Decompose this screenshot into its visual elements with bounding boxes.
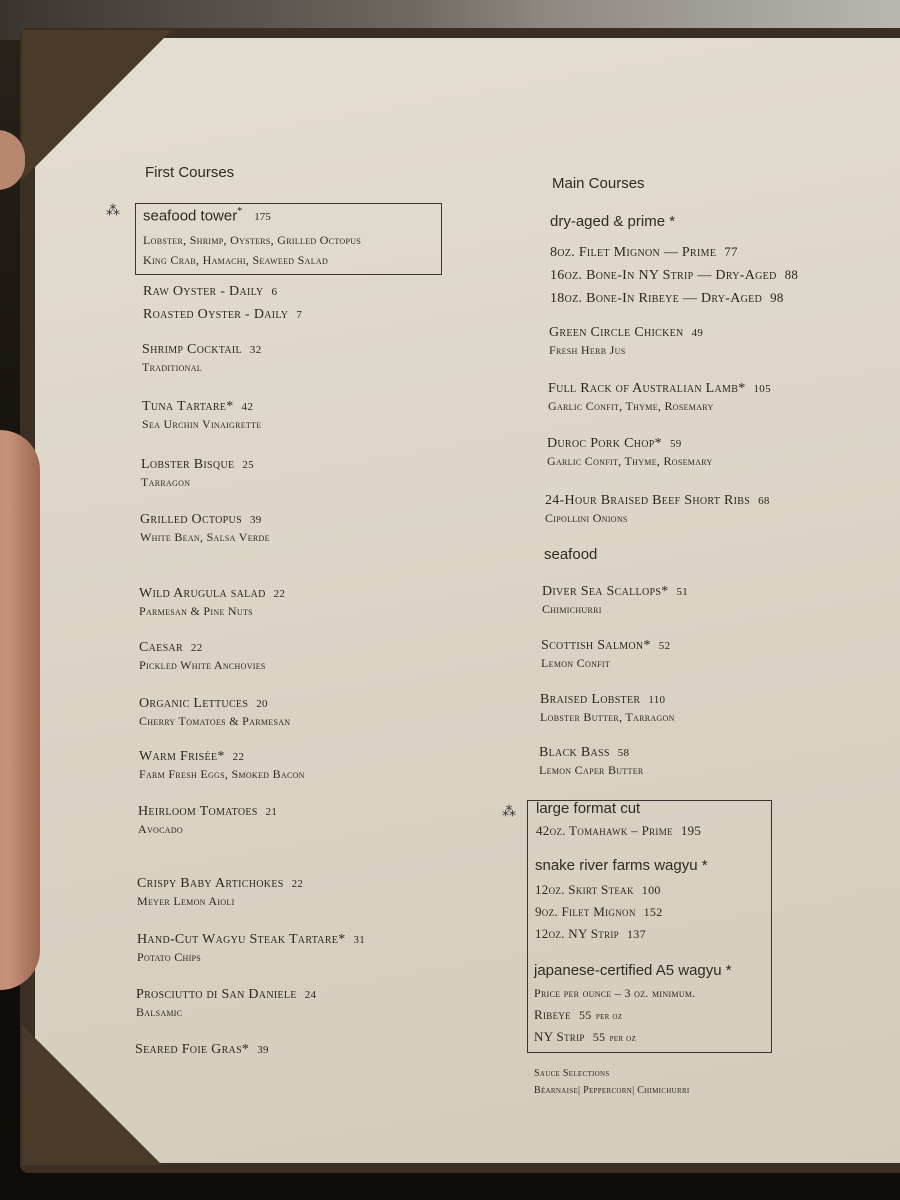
item-name: Full Rack of Australian Lamb* xyxy=(548,381,746,396)
item-name: Braised Lobster xyxy=(540,692,641,707)
item-name: Grilled Octopus xyxy=(140,512,242,527)
prime-row xyxy=(550,289,784,307)
menu-item xyxy=(139,584,285,619)
item-desc: Lobster Butter, Tarragon xyxy=(540,710,675,724)
item-name: Roasted Oyster - Daily xyxy=(143,307,289,322)
item-price: 22 xyxy=(232,751,245,763)
sauce-list: Béarnaise| Peppercorn| Chimichurri xyxy=(534,1085,690,1096)
raw-oyster-row xyxy=(143,282,277,300)
item-desc: Pickled White Anchovies xyxy=(139,658,266,672)
item-name: Duroc Pork Chop* xyxy=(547,436,662,451)
item-desc: Farm Fresh Eggs, Smoked Bacon xyxy=(139,767,305,781)
item-desc: Traditional xyxy=(142,360,202,374)
item-unit: per oz xyxy=(595,1011,623,1022)
item-desc: Parmesan & Pine Nuts xyxy=(139,604,253,618)
menu-item xyxy=(138,802,277,837)
prime-row xyxy=(550,243,738,261)
item-name: Hand-Cut Wagyu Steak Tartare* xyxy=(137,932,346,947)
item-name: 12oz. NY Strip xyxy=(535,926,619,941)
item-price: 88 xyxy=(784,267,799,282)
item-price: 21 xyxy=(265,806,278,818)
item-price: 22 xyxy=(273,588,286,600)
sauce-heading: Sauce Selections xyxy=(534,1068,610,1079)
menu-item xyxy=(540,690,675,725)
a5-row xyxy=(534,1006,622,1024)
item-name: Seared Foie Gras* xyxy=(135,1042,250,1057)
wagyu-row xyxy=(535,881,661,899)
menu-item xyxy=(142,397,262,432)
menu-item xyxy=(139,638,266,673)
item-desc: Tarragon xyxy=(141,475,191,489)
item-price: 137 xyxy=(626,927,646,941)
wagyu-row xyxy=(535,925,646,943)
thumb xyxy=(0,430,40,990)
item-price: 195 xyxy=(680,823,702,838)
prime-heading: dry-aged & prime * xyxy=(550,213,676,230)
item-price: 110 xyxy=(648,694,666,706)
tomahawk-row xyxy=(536,822,701,840)
menu-item xyxy=(549,323,703,358)
item-name: Tuna Tartare* xyxy=(142,399,234,414)
item-name: Organic Lettuces xyxy=(139,696,249,711)
item-desc: Lemon Confit xyxy=(541,656,611,670)
item-price: 20 xyxy=(256,698,268,710)
main-courses-heading: Main Courses xyxy=(552,175,645,192)
menu-item xyxy=(545,491,770,526)
item-desc: Meyer Lemon Aioli xyxy=(137,894,235,908)
item-name: NY Strip xyxy=(534,1029,585,1044)
item-name: 24-Hour Braised Beef Short Ribs xyxy=(545,493,751,508)
item-name: 8oz. Filet Mignon — Prime xyxy=(550,245,717,260)
sparkle-icon: ⁂ xyxy=(106,203,120,219)
item-name: Crispy Baby Artichokes xyxy=(137,876,284,891)
item-name: Wild Arugula salad xyxy=(139,586,266,601)
item-desc: Potato Chips xyxy=(137,950,202,964)
item-name: Shrimp Cocktail xyxy=(142,342,242,357)
item-price: 52 xyxy=(658,640,671,652)
seafood-tower-star: * xyxy=(237,206,243,217)
item-price: 24 xyxy=(304,989,317,1001)
menu-item xyxy=(140,510,270,545)
item-name: 12oz. Skirt Steak xyxy=(535,882,634,897)
menu-item xyxy=(141,455,254,490)
prime-row xyxy=(550,266,798,284)
item-price: 25 xyxy=(242,459,254,471)
roasted-oyster-row xyxy=(143,305,302,323)
item-name: Lobster Bisque xyxy=(141,457,235,472)
menu-item xyxy=(137,930,365,965)
item-price: 152 xyxy=(643,905,663,919)
seafood-tower-desc-2: King Crab, Hamachi, Seaweed Salad xyxy=(143,253,329,267)
item-price: 22 xyxy=(190,642,203,654)
item-name: Warm Frisée* xyxy=(139,749,225,764)
menu-item xyxy=(137,874,303,909)
seafood-tower-name: seafood tower xyxy=(143,207,238,225)
item-price: 100 xyxy=(641,883,661,897)
item-name: Diver Sea Scallops* xyxy=(542,584,669,599)
item-price: 77 xyxy=(724,244,738,259)
item-price: 42 xyxy=(241,401,254,413)
item-price: 32 xyxy=(249,344,262,356)
item-price: 51 xyxy=(676,586,689,598)
item-price: 39 xyxy=(249,514,262,526)
menu-item xyxy=(548,379,771,414)
menu-item xyxy=(142,340,262,375)
item-name: 18oz. Bone-In Ribeye — Dry-Aged xyxy=(550,291,763,306)
item-desc: Garlic Confit, Thyme, Rosemary xyxy=(547,454,713,468)
seafood-tower-desc-1: Lobster, Shrimp, Oysters, Grilled Octopus xyxy=(143,233,362,247)
item-desc: Cherry Tomatoes & Parmesan xyxy=(139,714,291,728)
item-desc: Balsamic xyxy=(136,1005,183,1019)
item-name: Caesar xyxy=(139,640,183,655)
item-name: Heirloom Tomatoes xyxy=(138,804,258,819)
menu-item xyxy=(542,582,688,617)
item-desc: Chimichurri xyxy=(542,602,602,616)
wagyu-row xyxy=(535,903,663,921)
seafood-tower-title xyxy=(143,206,271,225)
wagyu-heading: snake river farms wagyu * xyxy=(535,857,708,874)
item-desc: White Bean, Salsa Verde xyxy=(140,530,270,544)
a5-row xyxy=(534,1028,636,1046)
item-price: 7 xyxy=(296,309,303,321)
item-price: 31 xyxy=(353,934,366,946)
menu-item xyxy=(135,1040,269,1058)
item-desc: Avocado xyxy=(138,822,183,836)
large-format-heading: large format cut xyxy=(536,800,641,817)
item-unit: per oz xyxy=(609,1033,637,1044)
item-price: 58 xyxy=(617,747,630,759)
item-desc: Garlic Confit, Thyme, Rosemary xyxy=(548,399,714,413)
item-name: 16oz. Bone-In NY Strip — Dry-Aged xyxy=(550,268,777,283)
item-name: 9oz. Filet Mignon xyxy=(535,904,636,919)
menu-item xyxy=(541,636,670,671)
item-name: Ribeye xyxy=(534,1007,571,1022)
item-price: 59 xyxy=(669,438,682,450)
sparkle-icon: ⁂ xyxy=(502,804,516,820)
item-price: 39 xyxy=(257,1044,269,1056)
menu-item xyxy=(139,694,290,729)
menu-item xyxy=(139,747,305,782)
a5-note: Price per ounce – 3 oz. minimum. xyxy=(534,986,696,1000)
menu-item xyxy=(539,743,644,778)
item-name: 42oz. Tomahawk – Prime xyxy=(536,823,673,838)
item-name: Raw Oyster - Daily xyxy=(143,284,264,299)
item-price: 105 xyxy=(753,383,771,395)
item-name: Prosciutto di San Daniele xyxy=(136,987,297,1002)
a5-heading: japanese-certified A5 wagyu * xyxy=(534,962,732,979)
item-price: 49 xyxy=(691,327,704,339)
item-desc: Lemon Caper Butter xyxy=(539,763,644,777)
item-desc: Sea Urchin Vinaigrette xyxy=(142,417,262,431)
item-price: 6 xyxy=(271,286,278,298)
seafood-tower-price: 175 xyxy=(254,211,271,224)
item-price: 55 xyxy=(578,1008,592,1022)
item-desc: Cipollini Onions xyxy=(545,511,628,525)
seafood-heading: seafood xyxy=(544,546,598,563)
item-price: 55 xyxy=(592,1030,606,1044)
menu-item xyxy=(136,985,316,1020)
item-name: Black Bass xyxy=(539,745,610,760)
item-price: 98 xyxy=(770,290,784,305)
item-name: Green Circle Chicken xyxy=(549,325,684,340)
first-courses-heading: First Courses xyxy=(145,164,235,181)
item-price: 22 xyxy=(291,878,304,890)
item-desc: Fresh Herb Jus xyxy=(549,343,626,357)
item-price: 68 xyxy=(758,495,770,507)
item-name: Scottish Salmon* xyxy=(541,638,651,653)
leather-corner-top-left xyxy=(22,30,172,180)
menu-item xyxy=(547,434,713,469)
